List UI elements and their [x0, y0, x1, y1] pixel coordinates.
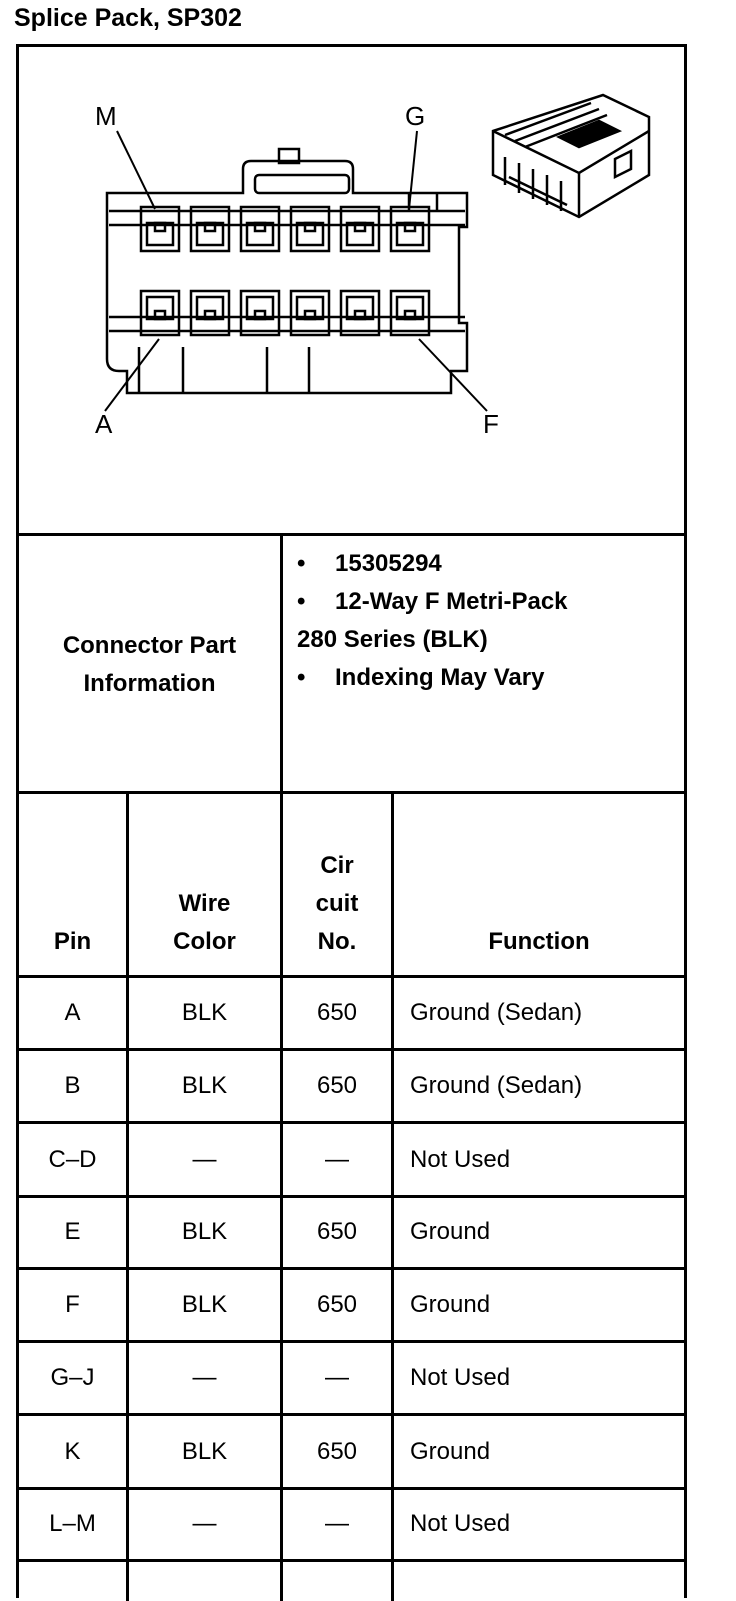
- cell-wire-color: BLK: [181, 999, 228, 1026]
- cell-wire-color: —: [192, 1146, 217, 1173]
- cell-wire-color: —: [192, 1364, 217, 1391]
- cell-wire-color: BLK: [181, 1291, 228, 1318]
- connector-info-list: • 15305294 • 12-Way F Metri-Pack 280 Series (BLK) • Indexing May Vary: [283, 545, 684, 697]
- cell-function: Ground: [410, 1438, 491, 1465]
- cell-function: Ground (Sedan): [410, 1072, 583, 1099]
- cell-circuit: 650: [316, 1072, 358, 1099]
- cell-function: Ground: [410, 1291, 491, 1318]
- cell-function: Not Used: [410, 1146, 511, 1173]
- cell-circuit: 650: [316, 1438, 358, 1465]
- connector-info-label-line1: Connector Part: [62, 632, 237, 659]
- cell-wire-color: BLK: [181, 1438, 228, 1465]
- cell-pin: L–M: [49, 1510, 96, 1537]
- cell-pin: G–J: [50, 1364, 95, 1391]
- connector-info-label: [19, 536, 280, 794]
- header-circuit-no: Cir cuit No.: [315, 852, 359, 955]
- cell-wire-color: BLK: [181, 1072, 228, 1099]
- pin-label-a: A: [95, 409, 113, 439]
- connector-diagram: [19, 47, 684, 533]
- pin-label-f: F: [483, 409, 499, 439]
- connector-type: 12-Way F Metri-Pack: [335, 588, 568, 615]
- header-wire-color: Wire Color: [173, 890, 236, 955]
- cell-circuit: —: [325, 1146, 349, 1173]
- cell-pin: C–D: [48, 1146, 97, 1173]
- cell-circuit: 650: [316, 1291, 358, 1318]
- cell-pin: E: [64, 1218, 81, 1245]
- cell-wire-color: BLK: [181, 1218, 228, 1245]
- indexing-note: Indexing May Vary: [335, 664, 545, 691]
- cell-wire-color: —: [192, 1510, 217, 1537]
- connector-info-label-line2: Information: [83, 670, 216, 697]
- pin-label-m: M: [95, 101, 117, 131]
- connector-3d-view: [493, 95, 649, 217]
- cell-pin: F: [65, 1291, 80, 1318]
- part-number: 15305294: [335, 550, 442, 577]
- cell-function: Not Used: [410, 1364, 511, 1391]
- connector-sheet: [16, 44, 687, 1598]
- cell-function: Ground: [410, 1218, 491, 1245]
- cell-function: Ground (Sedan): [410, 999, 583, 1026]
- cell-circuit: —: [325, 1510, 349, 1537]
- header-pin: Pin: [53, 928, 92, 955]
- cell-circuit: 650: [316, 999, 358, 1026]
- cell-pin: A: [64, 999, 81, 1026]
- pin-label-g: G: [405, 101, 426, 131]
- cell-circuit: —: [325, 1364, 349, 1391]
- cell-pin: B: [64, 1072, 81, 1099]
- cell-circuit: 650: [316, 1218, 358, 1245]
- cell-function: Not Used: [410, 1510, 511, 1537]
- connector-series: 280 Series (BLK): [297, 626, 488, 653]
- header-function: Function: [488, 928, 590, 955]
- cell-pin: K: [64, 1438, 81, 1465]
- page-title: Splice Pack, SP302: [14, 4, 242, 32]
